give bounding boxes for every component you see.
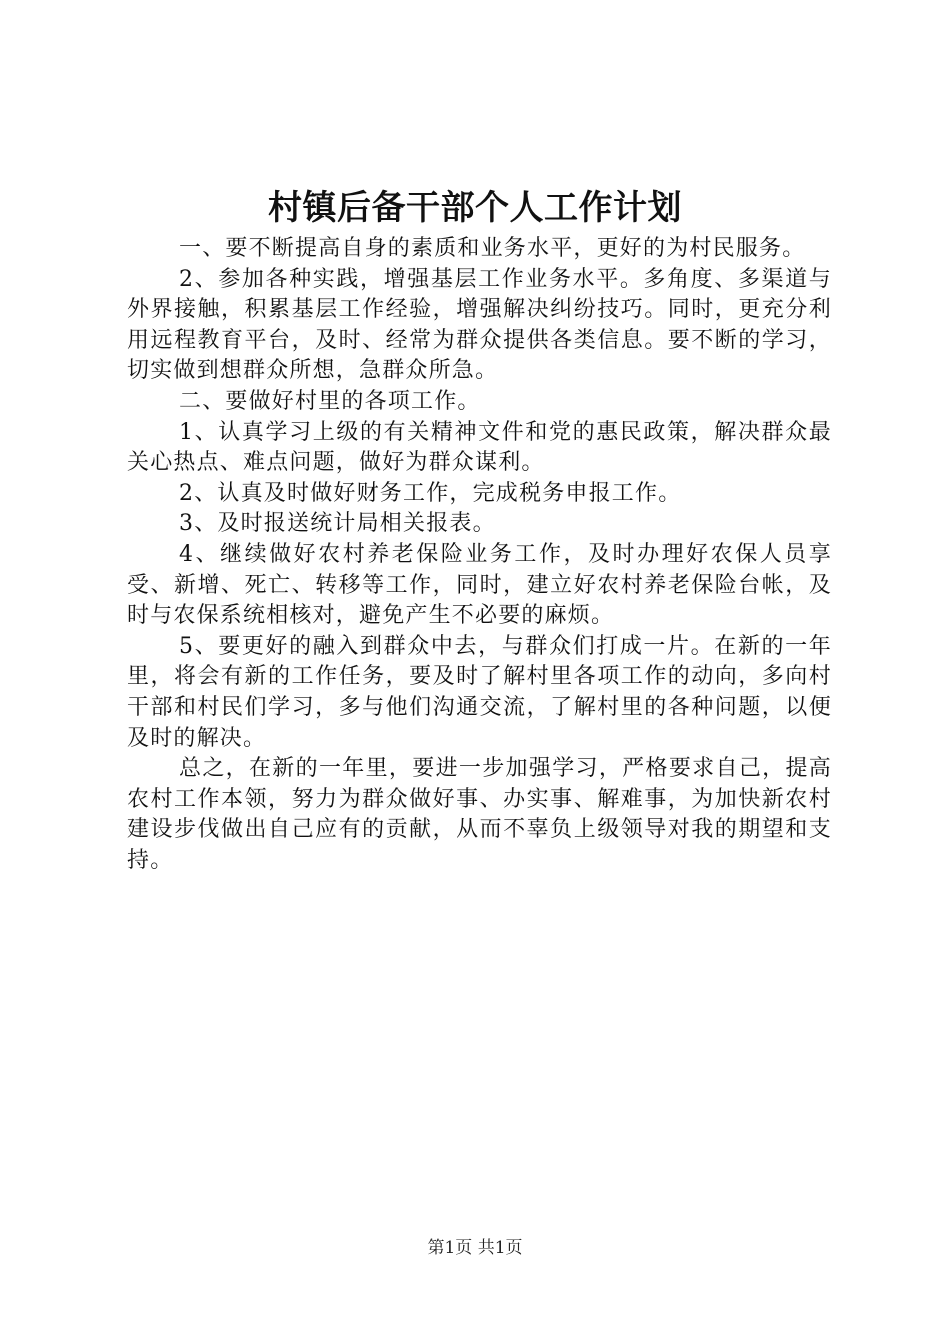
paragraph-2: 2、参加各种实践，增强基层工作业务水平。多角度、多渠道与外界接触，积累基层工作经验，增强解决纠纷技巧。同时，更充分利用远程教育平台，及时、经常为群众提供各类信息。要不断的学习，切实做到想群众所想，急群众所急。 bbox=[127, 266, 832, 384]
document-title: 村镇后备干部个人工作计划 bbox=[268, 188, 682, 228]
document-body bbox=[127, 234, 832, 876]
paragraph-6: 3、及时报送统计局相关报表。 bbox=[179, 511, 496, 537]
page-footer: 第1页 共1页 bbox=[427, 1238, 523, 1258]
paragraph-1: 一、要不断提高自身的素质和业务水平，更好的为村民服务。 bbox=[179, 236, 806, 261]
paragraph-3: 二、要做好村里的各项工作。 bbox=[179, 388, 481, 414]
paragraph-4: 1、认真学习上级的有关精神文件和党的惠民政策，解决群众最关心热点、难点问题，做好为群众谋利。 bbox=[127, 419, 832, 476]
paragraph-8: 5、要更好的融入到群众中去，与群众们打成一片。在新的一年里，将会有新的工作任务，要及时了解村里各项工作的动向，多向村干部和村民们学习，多与他们沟通交流，了解村里的各种问题，以便及时的解决。 bbox=[127, 633, 832, 751]
paragraph-9: 总之，在新的一年里，要进一步加强学习，严格要求自己，提高农村工作本领，努力为群众做好事、办实事、解难事，为加快新农村建设步伐做出自己应有的贡献，从而不辜负上级领导对我的期望和支持。 bbox=[127, 756, 832, 873]
paragraph-7: 4、继续做好农村养老保险业务工作，及时办理好农保人员享受、新增、死亡、转移等工作，同时，建立好农村养老保险台帐，及时与农保系统相核对，避免产生不必要的麻烦。 bbox=[127, 541, 832, 629]
paragraph-5: 2、认真及时做好财务工作，完成税务申报工作。 bbox=[179, 480, 682, 506]
